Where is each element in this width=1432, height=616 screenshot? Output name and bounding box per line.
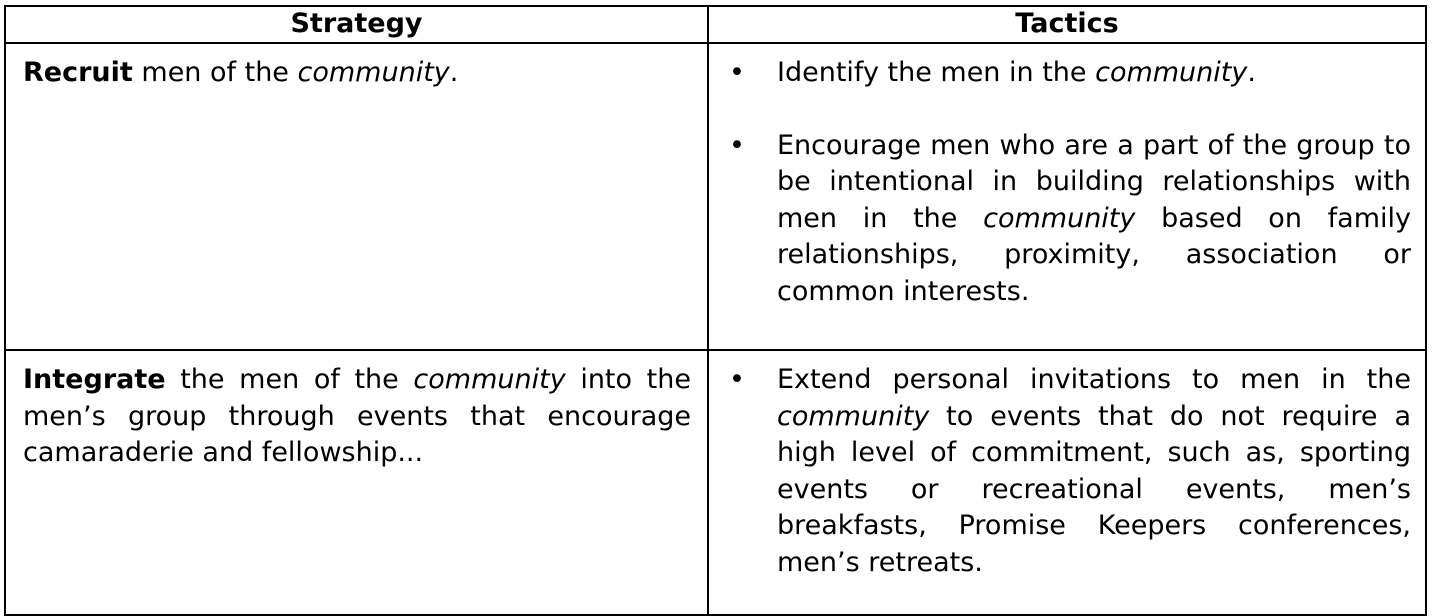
strategy-text bbox=[6, 351, 707, 472]
tactic-text-part: Extend personal invitations to men in the bbox=[777, 364, 1411, 395]
table-row bbox=[5, 350, 1426, 615]
tactic-emphasis: community bbox=[777, 400, 930, 432]
strategy-text-part: the men of the bbox=[165, 364, 414, 395]
tactic-text-part: Encourage men who are a part of the group to be intentional in building relationships with men in the bbox=[777, 129, 1411, 234]
tactic-emphasis: community bbox=[983, 202, 1136, 234]
tactic-item bbox=[709, 55, 1425, 92]
tactic-text-part: based on family relationships, proximity, association or common interests. bbox=[777, 202, 1411, 307]
table-row bbox=[5, 43, 1426, 350]
table-header-row bbox=[5, 6, 1426, 43]
strategy-text-part: men of the bbox=[132, 57, 298, 88]
bullet-icon: • bbox=[729, 364, 745, 395]
strategy-cell-integrate bbox=[5, 350, 708, 615]
strategy-text-part: into the men’s group through events that encourage camaraderie and fellowship... bbox=[23, 364, 691, 468]
strategy-emphasis: community bbox=[297, 57, 450, 88]
strategy-verb: Integrate bbox=[23, 364, 166, 395]
tactic-text-part: Identify the men in the bbox=[777, 57, 1096, 88]
tactic-text-part: . bbox=[1247, 57, 1256, 88]
tactics-cell-recruit bbox=[708, 43, 1426, 350]
tactics-cell-integrate bbox=[708, 350, 1426, 615]
tactic-emphasis: community bbox=[1095, 57, 1248, 88]
strategy-cell-recruit bbox=[5, 43, 708, 350]
strategy-emphasis: community bbox=[413, 364, 566, 395]
bullet-icon: • bbox=[729, 57, 745, 88]
strategy-text-part: . bbox=[449, 57, 459, 88]
strategy-text bbox=[6, 44, 707, 92]
header-strategy: Strategy bbox=[5, 6, 708, 43]
bullet-icon: • bbox=[729, 129, 745, 161]
tactic-item bbox=[709, 362, 1425, 581]
strategy-tactics-table bbox=[4, 5, 1427, 616]
strategy-verb: Recruit bbox=[23, 57, 133, 88]
tactic-item bbox=[709, 128, 1425, 311]
tactic-text-part: to events that do not require a high level of commitment, such as, sporting events or recreational events, men’s breakfasts, Promise Keepers conferences, men’s retreats. bbox=[777, 400, 1411, 578]
header-tactics: Tactics bbox=[708, 6, 1426, 43]
